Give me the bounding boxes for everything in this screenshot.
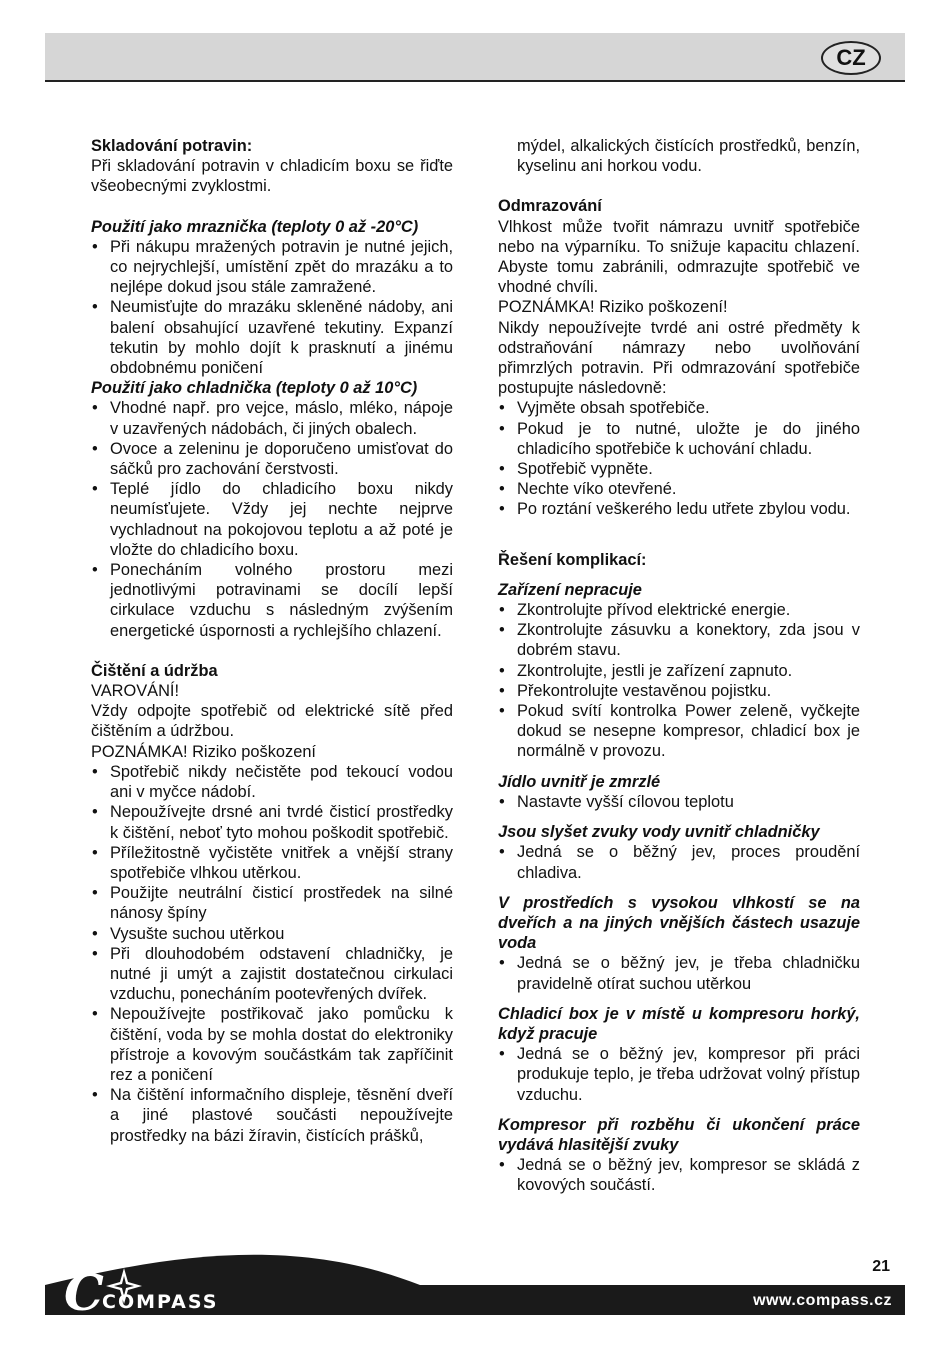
list-item: • Teplé jídlo do chladicího boxu nikdy neumísťujete. Vždy jej nechte nejprve vychladnout na pokojovou teplotu a až poté je vložte do chladicího boxu. — [91, 479, 453, 560]
list-item: • Ovoce a zeleninu je doporučeno umisťovat do sáčků pro zachování čerstvosti. — [91, 439, 453, 479]
section-title-freezer: Použití jako mraznička (teploty 0 až -20°C) — [91, 217, 419, 236]
list-item: • Vysušte suchou utěrkou — [91, 924, 453, 944]
list-item: • Na čištění informačního displeje, těsnění dveří a jiné plastové součásti nepoužívejte prostředky na bázi žíravin, čistících prášků, — [91, 1085, 453, 1146]
list-item: • Nepoužívejte postřikovač jako pomůcku k čištění, voda by se mohla dostat do elektroniky přístroje a kovovým součástkám tak zapříčinit rez a poničení — [91, 1004, 453, 1085]
cleaning-list — [91, 762, 453, 1146]
list-item: • Po roztání veškerého ledu utřete zbylou vodu. — [498, 499, 860, 519]
list-item: • Jedná se o běžný jev, je třeba chladničku pravidelně otírat suchou utěrkou — [498, 953, 860, 993]
humidity-list — [498, 953, 860, 993]
defrost-text-2: Nikdy nepoužívejte tvrdé ani ostré předměty k odstraňování námrazy nebo uvolňování přimrzlých potravin. Při odmrazování spotřebiče postupujte následovně: — [498, 318, 860, 398]
trouble-title-water-sounds: Jsou slyšet zvuky vody uvnitř chladničky — [498, 823, 820, 842]
list-item: • Neumisťujte do mrazáku skleněné nádoby, ani balení obsahující uzavřené tekutiny. Expanzí tekutin by mohlo dojít k prasknutí a jinému obdobnému poničení — [91, 297, 453, 378]
section-title-fridge: Použití jako chladnička (teploty 0 až 10°C) — [91, 379, 418, 398]
frozen-food-list — [498, 792, 860, 812]
defrost-text: Vlhkost může tvořit námrazu uvnitř spotřebiče nebo na výparníku. To snižuje kapacitu chlazení. Abyste tomu zabránili, odmrazujte spotřebič ve vhodné chvíli. — [498, 217, 860, 297]
not-working-list — [498, 600, 860, 762]
list-item: • Vhodné např. pro vejce, máslo, mléko, nápoje v uzavřených nádobách, či jiných obalech. — [91, 398, 453, 438]
list-item: • Jedná se o běžný jev, kompresor při práci produkuje teplo, je třeba udržovat volný přístup vzduchu. — [498, 1044, 860, 1105]
freezer-list — [91, 237, 453, 378]
list-item: • Ponecháním volného prostoru mezi jednotlivými potravinami se docílí lepší cirkulace vzduchu s následným zvýšením energetické úspornosti a rychlejšího chlazení. — [91, 560, 453, 641]
left-column — [91, 136, 453, 1146]
compass-logo — [62, 1262, 242, 1318]
section-title-troubleshooting: Řešení komplikací: — [498, 550, 647, 569]
fridge-list — [91, 398, 453, 640]
section-title-defrost: Odmrazování — [498, 197, 602, 216]
cleaning-note: POZNÁMKA! Riziko poškození — [91, 742, 316, 761]
list-item: • Zkontrolujte přívod elektrické energie. — [498, 600, 860, 620]
defrost-list — [498, 398, 860, 519]
hot-compressor-list — [498, 1044, 860, 1105]
list-item: • Jedná se o běžný jev, kompresor se skládá z kovových součástí. — [498, 1155, 860, 1195]
list-item: • Jedná se o běžný jev, proces proudění chladiva. — [498, 842, 860, 882]
list-item: • Spotřebič nikdy nečistěte pod tekoucí vodou ani v myčce nádobí. — [91, 762, 453, 802]
website-link[interactable]: www.compass.cz — [753, 1292, 892, 1309]
defrost-note: POZNÁMKA! Riziko poškození! — [498, 298, 728, 317]
list-item: • Vyjměte obsah spotřebiče. — [498, 398, 860, 418]
trouble-title-hot-compressor: Chladicí box je v místě u kompresoru horký, když pracuje — [498, 1004, 860, 1043]
cleaning-warning: VAROVÁNÍ! — [91, 682, 180, 701]
list-item: • Při dlouhodobém odstavení chladničky, je nutné ji umýt a zajistit dostatečnou cirkulaci vzduchu, ponecháním pootevřených dvířek. — [91, 944, 453, 1005]
cleaning-text: Vždy odpojte spotřebič od elektrické sítě před čištěním a údržbou. — [91, 702, 453, 741]
section-title-storage: Skladování potravin: — [91, 137, 253, 155]
list-item: • Při nákupu mražených potravin je nutné jejich, co nejrychlejší, umístění zpět do mrazáku a to nejlépe dokud jsou stále zamražené. — [91, 237, 453, 298]
language-badge: CZ — [821, 41, 881, 75]
water-sounds-list — [498, 842, 860, 882]
loud-compressor-list — [498, 1155, 860, 1195]
list-item: • Nepoužívejte drsné ani tvrdé čisticí prostředky k čištění, neboť tyto mohou poškodit spotřebič. — [91, 802, 453, 842]
svg-text:COMPASS: COMPASS — [102, 1291, 219, 1313]
section-title-cleaning: Čištění a údržba — [91, 661, 218, 680]
list-item: • Nastavte vyšší cílovou teplotu — [498, 792, 860, 812]
trouble-title-loud-compressor: Kompresor při rozběhu či ukončení práce vydává hlasitější zvuky — [498, 1115, 860, 1154]
trouble-title-not-working: Zařízení nepracuje — [498, 580, 642, 599]
list-item: • Pokud je to nutné, uložte je do jiného chladicího spotřebiče k uchování chladu. — [498, 419, 860, 459]
page-number: 21 — [872, 1258, 890, 1275]
list-item: • Zkontrolujte, jestli je zařízení zapnuto. — [498, 661, 860, 681]
continued-text: mýdel, alkalických čistících prostředků, benzín, kyselinu ani horkou vodu. — [517, 137, 860, 176]
list-item: • Nechte víko otevřené. — [498, 479, 860, 499]
svg-text:C: C — [64, 1263, 104, 1318]
header-bar — [45, 33, 905, 82]
storage-text: Při skladování potravin v chladicím boxu se řiďte všeobecnými zvyklostmi. — [91, 157, 453, 196]
list-item: • Použijte neutrální čisticí prostředek na silné nánosy špíny — [91, 883, 453, 923]
list-item: • Spotřebič vypněte. — [498, 459, 860, 479]
list-item: • Pokud svítí kontrolka Power zeleně, vyčkejte dokud se nesepne kompresor, chladicí box je normálně v provozu. — [498, 701, 860, 762]
list-item: • Zkontrolujte zásuvku a konektory, zda jsou v dobrém stavu. — [498, 620, 860, 660]
trouble-title-humidity: V prostředích s vysokou vlhkostí se na dveřích a na jiných vnějších částech usazuje voda — [498, 893, 860, 953]
right-column — [498, 136, 860, 1196]
list-item: • Příležitostně vyčistěte vnitřek a vnější strany spotřebiče vlhkou utěrkou. — [91, 843, 453, 883]
trouble-title-frozen-food: Jídlo uvnitř je zmrzlé — [498, 772, 661, 791]
list-item: • Překontrolujte vestavěnou pojistku. — [498, 681, 860, 701]
